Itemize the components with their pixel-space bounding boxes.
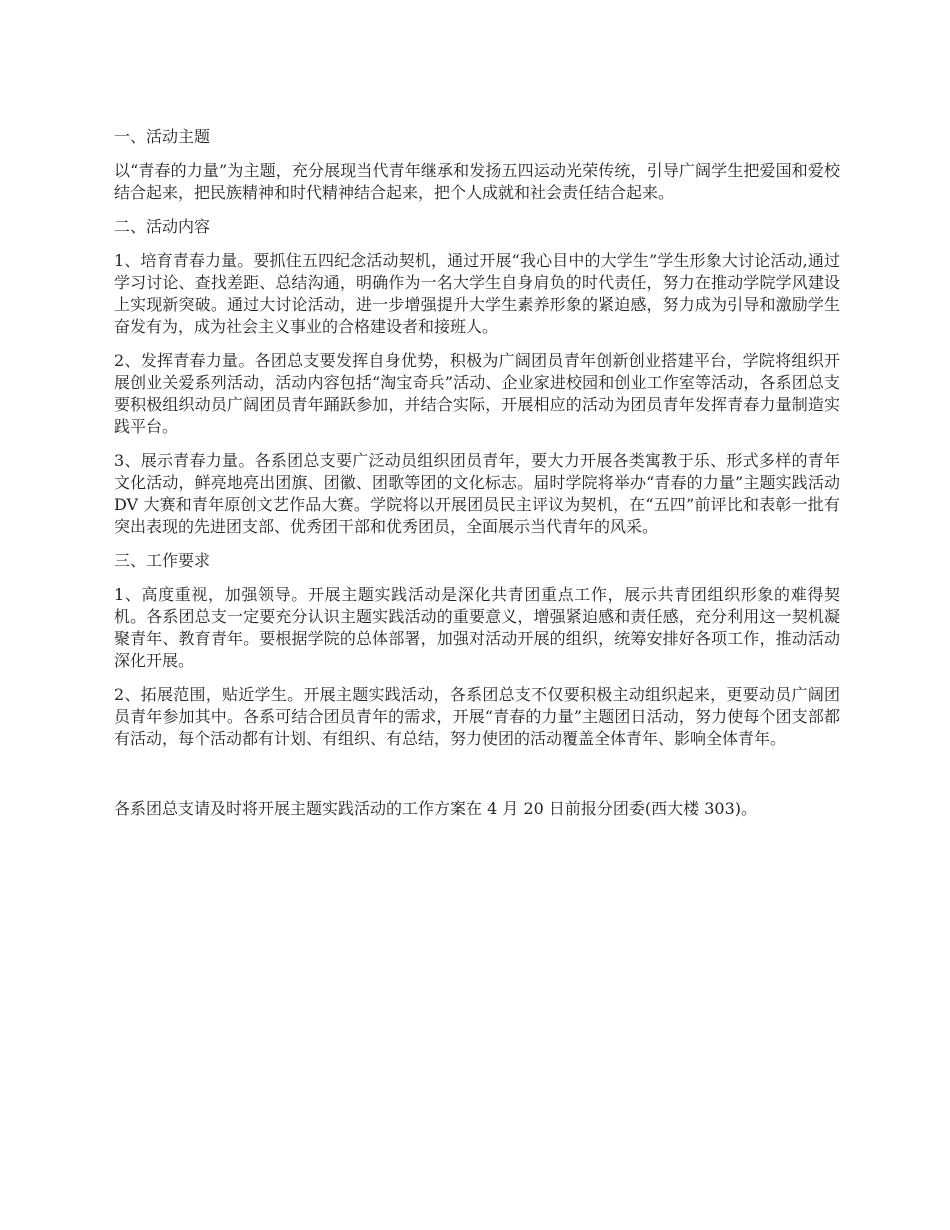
section-heading-requirements: 三、工作要求 <box>114 551 211 570</box>
blank-spacer <box>114 762 840 798</box>
content-item-2: 2、发挥青春力量。各团总支要发挥自身优势，积极为广阔团员青年创新创业搭建平台，学院将组织开展创业关爱系列活动，活动内容包括“淘宝奇兵”活动、企业家进校园和创业工作室等活动，各系团总支要积极组织动员广阔团员青年踊跃参加，并结合实际，开展相应的活动为团员青年发挥青春力量制造实践平台。 <box>114 351 840 436</box>
requirement-item-1: 1、高度重视，加强领导。开展主题实践活动是深化共青团重点工作，展示共青团组织形象的难得契机。各系团总支一定要充分认识主题实践活动的重要意义，增强紧迫感和责任感，充分利用这一契机凝聚青年、教育青年。要根据学院的总体部署，加强对活动开展的组织，统筹安排好各项工作，推动活动深化开展。 <box>114 585 840 670</box>
content-item-3: 3、展示青春力量。各系团总支要广泛动员组织团员青年，要大力开展各类寓教于乐、形式多样的青年文化活动，鲜亮地亮出团旗、团徽、团歌等团的文化标志。届时学院将举办“青春的力量”主题实践活动 DV 大赛和青年原创文艺作品大赛。学院将以开展团员民主评议为契机，在“五四”前评比和表彰一批有突出表现的先进团支部、优秀团干部和优秀团员，全面展示当代青年的风采。 <box>114 451 840 536</box>
section-heading-content: 二、活动内容 <box>114 217 211 236</box>
theme-paragraph: 以“青春的力量”为主题，充分展现当代青年继承和发扬五四运动光荣传统，引导广阔学生把爱国和爱校结合起来，把民族精神和时代精神结合起来，把个人成就和社会责任结合起来。 <box>114 161 840 202</box>
requirement-item-2: 2、拓展范围，贴近学生。开展主题实践活动，各系团总支不仅要积极主动组织起来，更要动员广阔团员青年参加其中。各系可结合团员青年的需求，开展“青春的力量”主题团日活动，努力使每个团支部都有活动，每个活动都有计划、有组织、有总结，努力使团的活动覆盖全体青年、影响全体青年。 <box>114 685 840 748</box>
content-item-1: 1、培育青春力量。要抓住五四纪念活动契机，通过开展“我心目中的大学生”学生形象大讨论活动,通过学习讨论、查找差距、总结沟通，明确作为一名大学生自身肩负的时代责任，努力在推动学院学风建设上实现新突破。通过大讨论活动，进一步增强提升大学生素养形象的紧迫感，努力成为引导和激励学生奋发有为，成为社会主义事业的合格建设者和接班人。 <box>114 251 840 336</box>
closing-paragraph: 各系团总支请及时将开展主题实践活动的工作方案在 4 月 20 日前报分团委(西大楼 303)。 <box>114 799 757 818</box>
section-heading-theme: 一、活动主题 <box>114 127 211 146</box>
document-page <box>114 126 840 832</box>
